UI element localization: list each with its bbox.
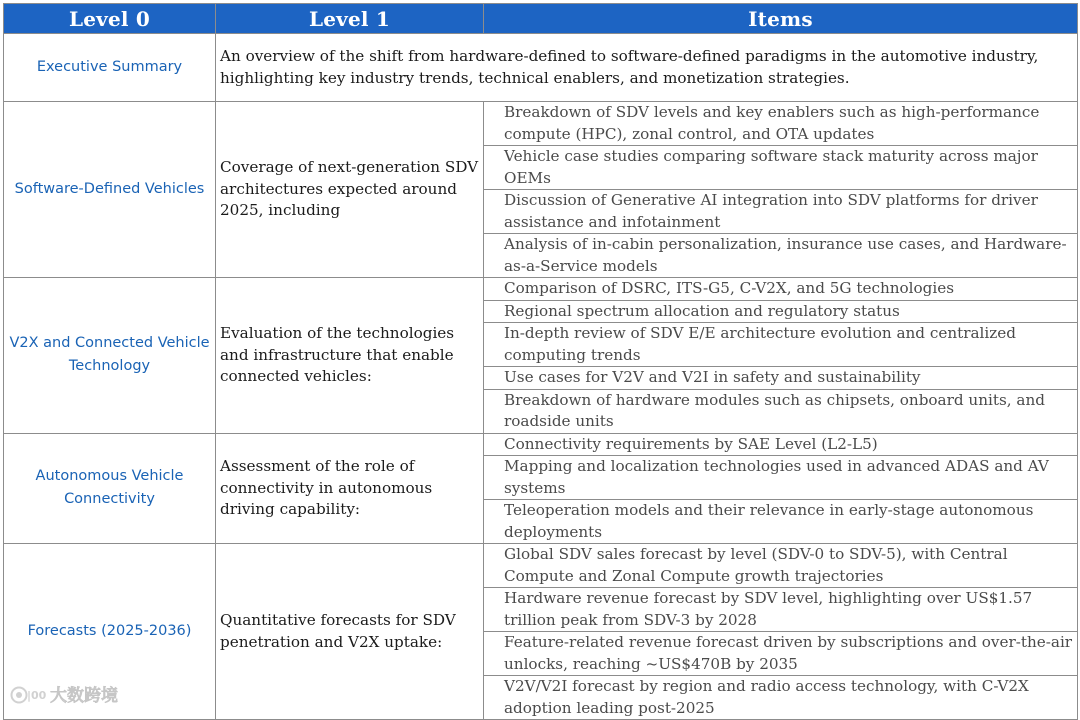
item-cell: Regional spectrum allocation and regulatory status: [484, 300, 1078, 323]
level0-forecasts: Forecasts (2025-2036): [4, 544, 216, 720]
table-row: [4, 102, 1078, 146]
item-cell: Hardware revenue forecast by SDV level, highlighting over US$1.57 trillion peak from SDV-3 by 2028: [484, 588, 1078, 632]
item-cell: V2V/V2I forecast by region and radio access technology, with C-V2X adoption leading post-2025: [484, 676, 1078, 720]
item-cell: Analysis of in-cabin personalization, insurance use cases, and Hardware-as-a-Service models: [484, 234, 1078, 278]
svg-text:大数跨境: 大数跨境: [50, 686, 118, 706]
level1-forecasts: Quantitative forecasts for SDV penetration and V2X uptake:: [216, 544, 484, 720]
level1-software-defined-vehicles: Coverage of next-generation SDV architectures expected around 2025, including: [216, 102, 484, 278]
level1-autonomous-vehicle-connectivity: Assessment of the role of connectivity in autonomous driving capability:: [216, 433, 484, 544]
item-cell: Feature-related revenue forecast driven by subscriptions and over-the-air unlocks, reaching ~US$470B by 2035: [484, 632, 1078, 676]
brand-logo-icon: [10, 684, 46, 706]
table-row: [4, 544, 1078, 588]
header-level0: Level 0: [4, 4, 216, 34]
level0-v2x-connected-vehicle: V2X and Connected Vehicle Technology: [4, 278, 216, 434]
item-cell: Comparison of DSRC, ITS-G5, C-V2X, and 5G technologies: [484, 278, 1078, 301]
table-row: [4, 278, 1078, 301]
item-cell: Use cases for V2V and V2I in safety and sustainability: [484, 367, 1078, 390]
header-row: [4, 4, 1078, 34]
item-cell: Breakdown of SDV levels and key enablers such as high-performance compute (HPC), zonal control, and OTA updates: [484, 102, 1078, 146]
item-cell: Connectivity requirements by SAE Level (L2-L5): [484, 433, 1078, 456]
item-cell: Global SDV sales forecast by level (SDV-0 to SDV-5), with Central Compute and Zonal Compute growth trajectories: [484, 544, 1078, 588]
item-cell: In-depth review of SDV E/E architecture evolution and centralized computing trends: [484, 323, 1078, 367]
row-executive-summary: [4, 34, 1078, 102]
level0-autonomous-vehicle-connectivity: Autonomous Vehicle Connectivity: [4, 433, 216, 544]
executive-summary-text: An overview of the shift from hardware-defined to software-defined paradigms in the automotive industry, highlighting key industry trends, technical enablers, and monetization strategies.: [216, 34, 1078, 102]
item-cell: Mapping and localization technologies used in advanced ADAS and AV systems: [484, 456, 1078, 500]
item-cell: Breakdown of hardware modules such as chipsets, onboard units, and roadside units: [484, 389, 1078, 433]
item-cell: Vehicle case studies comparing software stack maturity across major OEMs: [484, 146, 1078, 190]
header-items: Items: [484, 4, 1078, 34]
svg-text:|00: |00: [27, 689, 46, 702]
content-table: [3, 3, 1078, 720]
watermark-text: [50, 684, 140, 706]
level0-executive-summary: Executive Summary: [4, 34, 216, 102]
watermark: [10, 682, 142, 708]
level0-software-defined-vehicles: Software-Defined Vehicles: [4, 102, 216, 278]
level1-v2x-connected-vehicle: Evaluation of the technologies and infrastructure that enable connected vehicles:: [216, 278, 484, 434]
table-row: [4, 433, 1078, 456]
item-cell: Teleoperation models and their relevance in early-stage autonomous deployments: [484, 500, 1078, 544]
header-level1: Level 1: [216, 4, 484, 34]
item-cell: Discussion of Generative AI integration into SDV platforms for driver assistance and infotainment: [484, 190, 1078, 234]
